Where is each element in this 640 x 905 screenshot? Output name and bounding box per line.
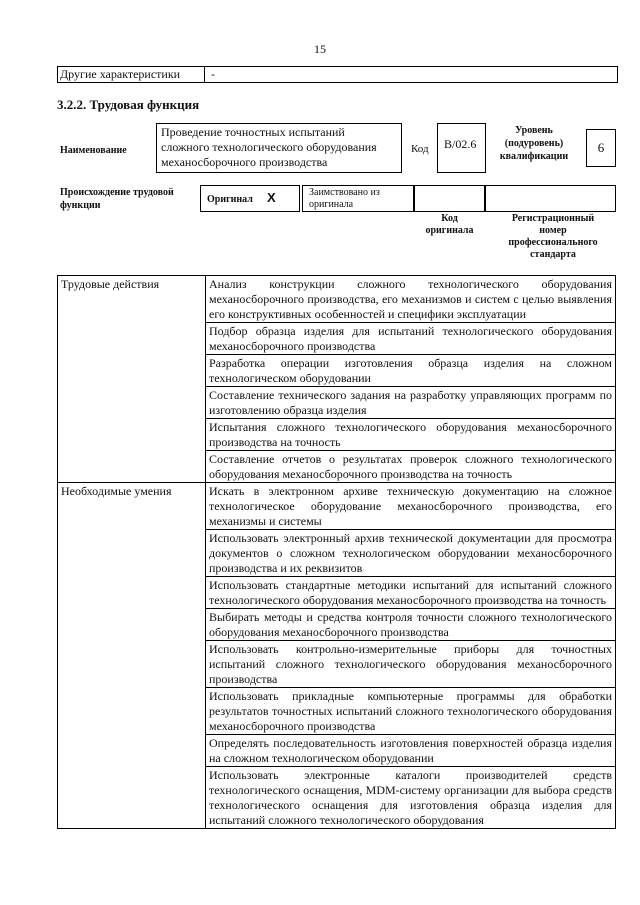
reg-number-label-line: Регистрационный bbox=[511, 213, 595, 224]
level-label-line: Уровень bbox=[515, 125, 553, 136]
code-original-label-line: Код bbox=[441, 213, 458, 224]
level-label-line: квалификации bbox=[499, 151, 569, 162]
name-label: Наименование bbox=[60, 145, 127, 156]
borrowed-label-line: оригинала bbox=[309, 199, 354, 210]
reg-number-label-line: профессионального bbox=[508, 237, 598, 248]
borrowed-label-line: Заимствовано из bbox=[309, 187, 380, 198]
code-original-label bbox=[414, 213, 485, 237]
reg-number-box bbox=[485, 185, 616, 212]
name-value-line: Проведение точностных испытаний bbox=[161, 125, 345, 139]
original-mark: Х bbox=[267, 190, 276, 205]
labor-action-item: Разработка операции изготовления образца изделия на сложном технологическом оборудовании bbox=[206, 355, 616, 387]
skill-item: Использовать контрольно-измерительные приборы для точностных испытаний сложного технологического оборудования механосборочного производства bbox=[206, 641, 616, 688]
table-row bbox=[58, 483, 616, 530]
origin-label-line: функции bbox=[60, 200, 101, 211]
section-title: 3.2.2. Трудовая функция bbox=[57, 97, 200, 112]
level-label bbox=[496, 124, 572, 163]
level-value: 6 bbox=[586, 129, 616, 167]
labor-action-item: Анализ конструкции сложного технологического оборудования механосборочного производства, его механизмов и систем с целью выявления его конструктивных особенностей и специфики эксплуатации bbox=[206, 276, 616, 323]
original-box bbox=[200, 185, 300, 212]
borrowed-label bbox=[309, 187, 380, 211]
name-value-box bbox=[156, 123, 402, 173]
table-row bbox=[58, 276, 616, 323]
skill-item: Использовать электронный архив технической документации для просмотра документов о сложном технологическом оборудовании механосборочного производства и их реквизитов bbox=[206, 530, 616, 577]
original-label: Оригинал bbox=[207, 194, 253, 205]
skill-item: Использовать прикладные компьютерные программы для обработки результатов точностных испытаний сложного технологического оборудования механосборочного производства bbox=[206, 688, 616, 735]
other-characteristics-row bbox=[57, 66, 618, 83]
name-value-line: механосборочного производства bbox=[161, 155, 328, 169]
required-skills-label: Необходимые умения bbox=[58, 483, 206, 829]
skill-item: Определять последовательность изготовления поверхностей образца изделия на сложном технологическом оборудовании bbox=[206, 735, 616, 767]
reg-number-label-line: стандарта bbox=[530, 249, 576, 260]
skill-item: Искать в электронном архиве техническую документацию на сложное технологическое оборудование механосборочного производства, его механизмы и системы bbox=[206, 483, 616, 530]
borrowed-box bbox=[302, 185, 414, 212]
other-characteristics-value: - bbox=[211, 67, 215, 81]
cell-divider bbox=[204, 67, 205, 82]
code-value: В/02.6 bbox=[437, 123, 486, 173]
origin-label-line: Происхождение трудовой bbox=[60, 187, 174, 198]
function-table bbox=[57, 275, 616, 829]
code-original-label-line: оригинала bbox=[425, 225, 474, 236]
reg-number-label bbox=[490, 213, 616, 261]
origin-label bbox=[60, 186, 174, 212]
skill-item: Использовать электронные каталоги производителей средств технологического оснащения, MDM-систему организации для выбора средств технологического оснащения для изготовления образца изделия для испытаний сложного технологического оборудования bbox=[206, 767, 616, 829]
labor-action-item: Испытания сложного технологического оборудования механосборочного производства на точность bbox=[206, 419, 616, 451]
labor-action-item: Составление технического задания на разработку управляющих программ по изготовлению образца изделия bbox=[206, 387, 616, 419]
name-value-line: сложного технологического оборудования bbox=[161, 140, 377, 154]
labor-actions-label: Трудовые действия bbox=[58, 276, 206, 483]
page-number: 15 bbox=[314, 42, 326, 56]
code-original-box bbox=[414, 185, 485, 212]
level-label-line: (подуровень) bbox=[504, 138, 564, 149]
code-label: Код bbox=[411, 143, 429, 155]
labor-action-item: Составление отчетов о результатах проверок сложного технологического оборудования механосборочного производства на точность bbox=[206, 451, 616, 483]
other-characteristics-label: Другие характеристики bbox=[60, 67, 181, 81]
skill-item: Выбирать методы и средства контроля точности сложного технологического оборудования механосборочного производства bbox=[206, 609, 616, 641]
reg-number-label-line: номер bbox=[539, 225, 567, 236]
skill-item: Использовать стандартные методики испытаний для испытаний сложного технологического оборудования механосборочного производства на точность bbox=[206, 577, 616, 609]
labor-action-item: Подбор образца изделия для испытаний технологического оборудования механосборочного производства bbox=[206, 323, 616, 355]
